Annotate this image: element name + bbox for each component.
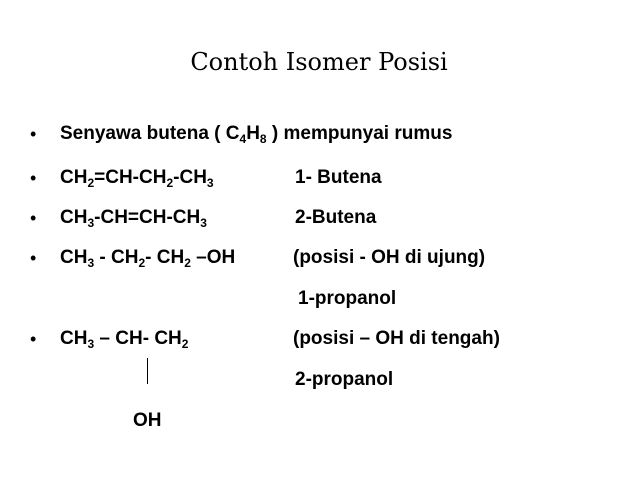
compound-name: 2-propanol [295,369,394,390]
bond-line [147,358,148,384]
bullet: • [30,329,37,349]
position-note: (posisi - OH di ujung) [293,247,486,268]
slide-title: Contoh Isomer Posisi [190,48,448,76]
bullet: • [30,124,37,144]
bullet: • [30,208,37,228]
compound-name: 2-Butena [295,207,377,228]
bullet: • [30,168,37,188]
formula-1-propanol: $CH_3 - CH_2-$ $CH_2$ –OH [60,247,236,270]
hydroxyl-group: OH [133,410,162,431]
intro-text: Senyawa butena ( $C_4H_8$ ) mempunyai rumus [60,123,453,146]
compound-name: 1-propanol [298,288,397,309]
formula-2-butena: $CH_3-CH=CH-CH_3$ [60,207,207,230]
compound-name: 1- Butena [295,167,382,188]
formula-2-propanol: $CH_3 - CH-$ $CH_2$ [60,328,189,351]
formula-1-butena: $CH_2=CH-CH_2-CH_3$ [60,167,214,190]
position-note: (posisi – OH di tengah) [293,328,500,349]
bullet: • [30,248,37,268]
